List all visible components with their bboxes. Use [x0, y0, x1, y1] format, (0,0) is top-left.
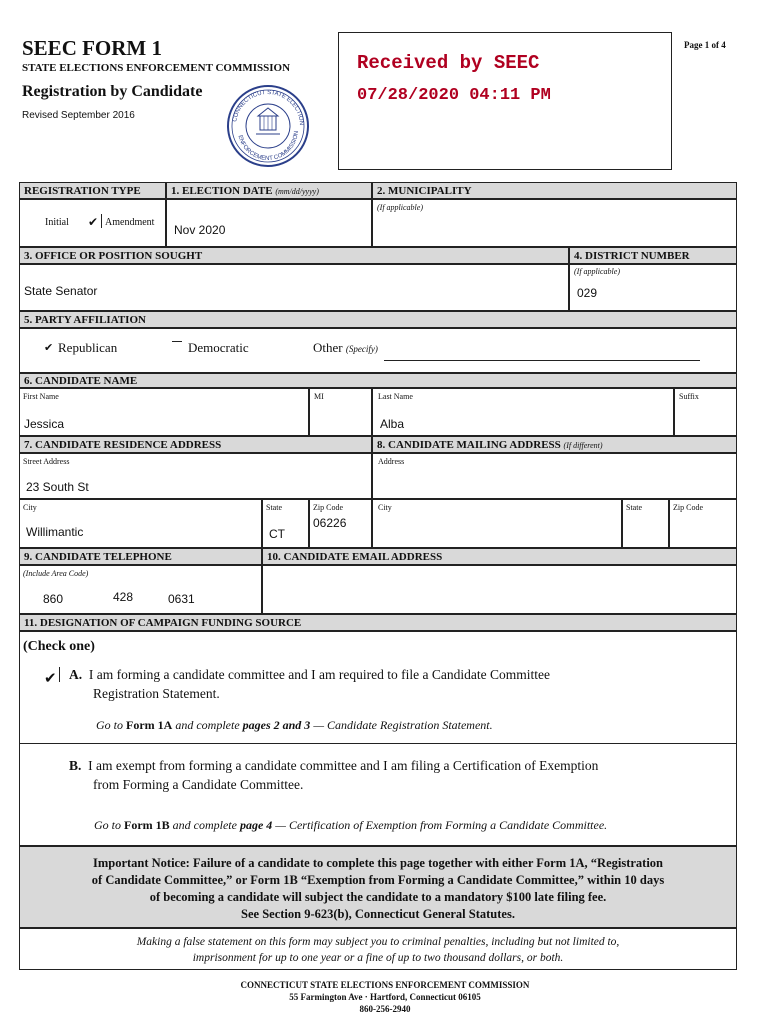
election-date-value[interactable]: Nov 2020	[174, 223, 226, 237]
reg-type-header: REGISTRATION TYPE	[19, 182, 166, 199]
telephone-header: 9. CANDIDATE TELEPHONE	[19, 548, 262, 565]
state-label: State	[266, 503, 282, 512]
form-title: SEEC FORM 1	[22, 36, 163, 60]
party-header: 5. PARTY AFFILIATION	[19, 311, 737, 328]
state-cell[interactable]	[262, 499, 309, 548]
mi-cell[interactable]	[309, 388, 372, 436]
notice-line-3: of becoming a candidate will subject the candidate to a mandatory $100 late filing fee.	[149, 890, 607, 904]
mailing-state-label: State	[626, 503, 642, 512]
option-b-instruction: Go to Form 1B and complete page 4 — Certification of Exemption from Forming a Candidate Committee.	[94, 818, 608, 832]
amendment-option[interactable]: Amendment	[105, 217, 155, 228]
commission-name: STATE ELECTIONS ENFORCEMENT COMMISSION	[22, 62, 291, 74]
warning-line-1: Making a false statement on this form may subject you to criminal penalties, including but not limited to,	[136, 936, 620, 948]
street-cell[interactable]	[19, 453, 372, 499]
telephone-line-number[interactable]: 0631	[168, 592, 195, 606]
reg-type-cell	[19, 199, 166, 247]
mailing-header: 8. CANDIDATE MAILING ADDRESS (If different)	[372, 436, 737, 453]
last-name-label: Last Name	[378, 392, 413, 401]
received-stamp-box	[338, 32, 672, 170]
district-header: 4. DISTRICT NUMBER	[569, 247, 737, 264]
important-notice	[19, 846, 737, 928]
mailing-zip-cell[interactable]	[669, 499, 737, 548]
district-hint: (If applicable)	[574, 267, 620, 276]
office-header: 3. OFFICE OR POSITION SOUGHT	[19, 247, 569, 264]
last-name-cell[interactable]	[372, 388, 674, 436]
zip-value[interactable]: 06226	[313, 516, 347, 530]
zip-label: Zip Code	[313, 503, 343, 512]
suffix-label: Suffix	[679, 392, 699, 401]
telephone-area-code[interactable]: 860	[43, 592, 64, 606]
funding-cell	[19, 631, 737, 846]
republican-option[interactable]: Republican	[58, 340, 118, 355]
street-value[interactable]: 23 South St	[26, 480, 89, 494]
name-header: 6. CANDIDATE NAME	[19, 373, 737, 388]
warning-line-2: imprisonment for up to one year or a fine of up to two thousand dollars, or both.	[192, 952, 564, 964]
district-cell[interactable]	[569, 264, 737, 311]
republican-checkmark[interactable]: ✔	[44, 342, 54, 354]
funding-header: 11. DESIGNATION OF CAMPAIGN FUNDING SOURCE	[19, 614, 737, 631]
city-label: City	[23, 503, 37, 512]
email-header: 10. CANDIDATE EMAIL ADDRESS	[262, 548, 737, 565]
notice-line-2: of Candidate Committee,” or Form 1B “Exemption from Forming a Candidate Committee,” within 10 days	[91, 873, 665, 887]
page-number: Page 1 of 4	[684, 40, 726, 50]
check-one-label: (Check one)	[23, 639, 95, 654]
seec-seal	[226, 84, 310, 168]
notice-line-1: Important Notice: Failure of a candidate to complete this page together with either Form 1A, “Registration	[92, 856, 664, 870]
district-value[interactable]: 029	[577, 286, 598, 300]
mailing-city-label: City	[378, 503, 392, 512]
state-value[interactable]: CT	[269, 527, 285, 541]
residence-header: 7. CANDIDATE RESIDENCE ADDRESS	[19, 436, 372, 453]
footer	[0, 979, 770, 1015]
office-value[interactable]: State Senator	[24, 284, 98, 298]
initial-option[interactable]: Initial	[45, 217, 69, 228]
received-label: Received by SEEC	[357, 52, 540, 74]
first-name-value[interactable]: Jessica	[24, 417, 65, 431]
democratic-option[interactable]: Democratic	[188, 340, 249, 355]
svg-text:ENFORCEMENT COMMISSION: ENFORCEMENT COMMISSION	[236, 130, 301, 163]
first-name-label: First Name	[23, 392, 59, 401]
false-statement-warning	[19, 928, 737, 970]
svg-text:CONNECTICUT STATE ELECTIONS: CONNECTICUT STATE ELECTION	[232, 89, 305, 126]
telephone-cell[interactable]	[19, 565, 262, 614]
option-b-text[interactable]: B. I am exempt from forming a candidate committee and I am filing a Certification of Exemption from Forming a Candidate Committee.	[69, 758, 599, 792]
option-a-text[interactable]: A. I am forming a candidate committee and I am required to file a Candidate Committee Registration Statement.	[69, 667, 550, 701]
municipality-hint: (If applicable)	[377, 203, 423, 212]
party-cell	[19, 328, 737, 373]
other-specify-line[interactable]	[384, 360, 700, 361]
revised-date: Revised September 2016	[22, 110, 135, 121]
city-cell[interactable]	[19, 499, 262, 548]
mailing-state-cell[interactable]	[622, 499, 669, 548]
notice-line-4: See Section 9-623(b), Connecticut General Statutes.	[241, 907, 515, 921]
mailing-address-label: Address	[378, 457, 405, 466]
footer-phone: 860-256-2940	[359, 1004, 411, 1014]
city-value[interactable]: Willimantic	[26, 525, 84, 539]
mailing-city-cell[interactable]	[372, 499, 622, 548]
amendment-checkmark[interactable]: ✔	[88, 215, 99, 229]
suffix-cell[interactable]	[674, 388, 737, 436]
option-a-instruction: Go to Form 1A and complete pages 2 and 3 — Candidate Registration Statement.	[96, 718, 493, 732]
footer-org: CONNECTICUT STATE ELECTIONS ENFORCEMENT COMMISSION	[240, 980, 530, 990]
first-name-cell[interactable]	[19, 388, 309, 436]
democratic-checkbox[interactable]	[172, 341, 182, 342]
form-subtitle: Registration by Candidate	[22, 83, 203, 100]
municipality-cell[interactable]	[372, 199, 737, 247]
option-divider	[20, 743, 736, 744]
mailing-address-cell[interactable]	[372, 453, 737, 499]
election-date-header: 1. ELECTION DATE (mm/dd/yyyy)	[166, 182, 372, 199]
option-a-checkbox-edge	[59, 667, 60, 682]
office-cell[interactable]	[19, 264, 569, 311]
election-date-cell[interactable]	[166, 199, 372, 247]
mailing-zip-label: Zip Code	[673, 503, 703, 512]
telephone-prefix[interactable]: 428	[113, 590, 134, 604]
email-cell[interactable]	[262, 565, 737, 614]
zip-cell[interactable]	[309, 499, 372, 548]
municipality-header: 2. MUNICIPALITY	[372, 182, 737, 199]
option-a-checkmark[interactable]: ✔	[44, 671, 57, 687]
last-name-value[interactable]: Alba	[380, 417, 405, 431]
other-option[interactable]: Other (Specify)	[313, 340, 378, 355]
received-datetime: 07/28/2020 04:11 PM	[357, 86, 551, 105]
amendment-checkbox-edge	[101, 214, 102, 228]
street-label: Street Address	[23, 457, 70, 466]
mi-label: MI	[314, 392, 324, 401]
footer-address: 55 Farmington Ave · Hartford, Connecticut 06105	[289, 992, 481, 1002]
telephone-hint: (Include Area Code)	[23, 569, 89, 578]
